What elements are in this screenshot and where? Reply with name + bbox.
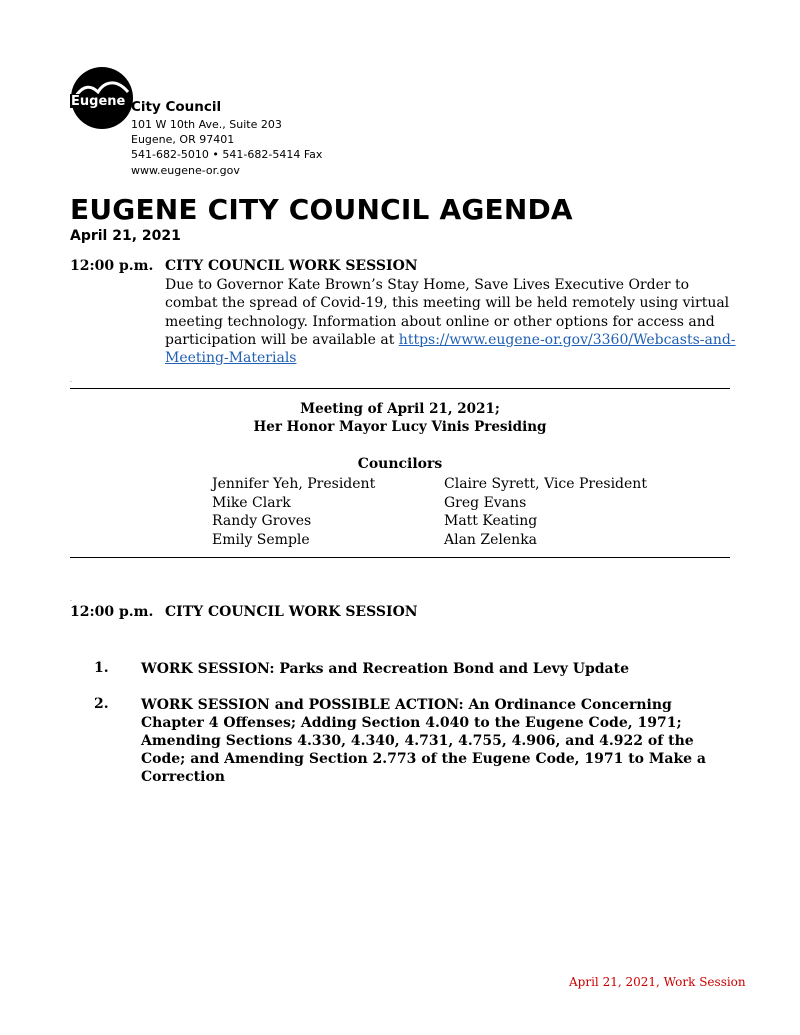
footer-note: April 21, 2021, Work Session xyxy=(569,975,746,989)
councilors-left-column xyxy=(212,475,375,549)
divider xyxy=(70,388,730,389)
councilor: Matt Keating xyxy=(444,513,538,529)
agenda-item-number: 1. xyxy=(94,660,109,676)
intro-body-text: Due to Governor Kate Brown’s Stay Home, Save Lives Executive Order to combat the spread of Covid-19, this meeting will be held remotely using virtual meeting technology. Information about online or other options for access and participation will be available at xyxy=(165,277,730,348)
meeting-date: Meeting of April 21, 2021; xyxy=(300,401,500,417)
agenda-item-text: WORK SESSION and POSSIBLE ACTION: An Ordinance Concerning Chapter 4 Offenses; Adding Section 4.040 to the Eugene Code, 1971; Amending Sections 4.330, 4.340, 4.731, 4.755, 4.906, and 4.922 of the Code; and Amending Section 2.773 of the Eugene Code, 1971 to Make a Correction xyxy=(141,697,707,785)
phone-line: 541-682-5010 • 541-682-5414 Fax xyxy=(131,148,323,162)
councilor: Claire Syrett, Vice President xyxy=(444,476,647,492)
address-block xyxy=(131,117,322,178)
webcasts-link[interactable]: https://www.eugene-or.gov/3360/Webcasts-and-Meeting-Materials xyxy=(165,331,736,367)
page-title: EUGENE CITY COUNCIL AGENDA xyxy=(70,193,573,226)
address-line: 101 W 10th Ave., Suite 203 xyxy=(131,118,282,131)
councilor: Greg Evans xyxy=(444,494,527,511)
intro-notice xyxy=(165,276,740,367)
agenda-item-number: 2. xyxy=(94,696,109,712)
stray-mark: . xyxy=(70,377,72,384)
session-heading: CITY COUNCIL WORK SESSION xyxy=(165,604,418,620)
address-line: Eugene, OR 97401 xyxy=(131,133,235,147)
agenda-item-text: WORK SESSION: Parks and Recreation Bond and Levy Update xyxy=(141,661,629,677)
divider xyxy=(70,557,730,558)
meeting-info xyxy=(0,400,800,436)
intro-heading: CITY COUNCIL WORK SESSION xyxy=(165,258,418,274)
councilor: Emily Semple xyxy=(212,531,310,548)
intro-time: 12:00 p.m. xyxy=(70,258,154,274)
stray-mark: . xyxy=(70,596,72,603)
councilor: Mike Clark xyxy=(212,494,291,511)
councilor: Randy Groves xyxy=(212,513,312,529)
councilor: Alan Zelenka xyxy=(444,531,538,548)
councilor: Jennifer Yeh, President xyxy=(212,476,376,492)
eugene-logo xyxy=(70,66,134,130)
org-name: City Council xyxy=(131,99,222,115)
website-line: www.eugene-or.gov xyxy=(131,163,240,177)
agenda-date: April 21, 2021 xyxy=(70,228,181,244)
session-time: 12:00 p.m. xyxy=(70,604,154,620)
councilors-heading: Councilors xyxy=(357,456,443,472)
logo-text: Eugene xyxy=(71,94,126,109)
presiding-officer: Her Honor Mayor Lucy Vinis Presiding xyxy=(253,419,547,435)
councilors-right-column xyxy=(444,475,647,549)
